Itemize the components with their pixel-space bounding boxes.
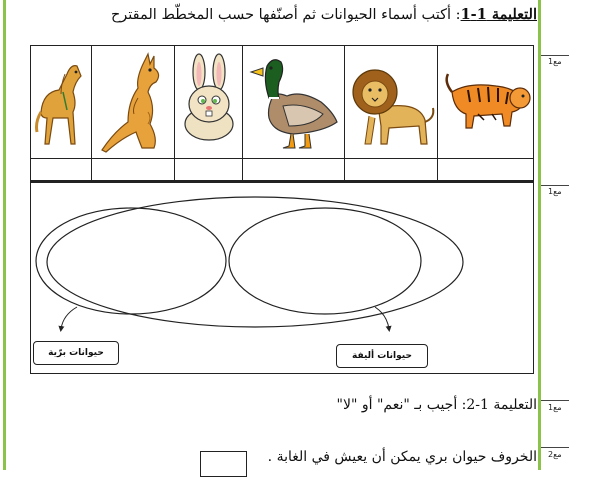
tiger-icon: [438, 52, 535, 156]
wild-arrow: [61, 307, 77, 329]
margin-rule-1: [541, 55, 569, 56]
question-1: الخروف حيوان بري يمكن أن يعيش في الغابة .: [267, 449, 537, 465]
horse-icon: [31, 52, 91, 156]
instruction-1: [111, 6, 537, 23]
instruction-1-text: : أكتب أسماء الحيوانات ثم أصنّفها حسب المخطّط المقترح: [110, 7, 461, 23]
domestic-arrow: [375, 307, 389, 329]
wild-animals-label: حيوانات برّية: [33, 341, 119, 365]
margin-mark-2: مع1: [548, 187, 562, 196]
margin-mark-1: مع1: [548, 57, 562, 66]
domestic-animals-ellipse: [229, 208, 421, 314]
kangaroo-icon: [92, 52, 175, 156]
animal-cell-rabbit: [174, 46, 242, 180]
margin-mark-4: مع2: [548, 450, 562, 459]
kangaroo-name-slot: [92, 158, 174, 159]
animal-cell-horse: [31, 46, 91, 180]
left-green-border: [3, 0, 6, 470]
animal-cell-tiger: [437, 46, 534, 180]
instruction-2: التعليمة 1-2: أجيب بـ "نعم" أو "لا": [336, 397, 537, 413]
classification-diagram: [30, 181, 534, 374]
animal-cell-kangaroo: [91, 46, 174, 180]
outer-ellipse: [47, 197, 463, 327]
animal-cell-duck: [242, 46, 344, 180]
lion-icon: [345, 52, 438, 156]
duck-icon: [243, 52, 345, 156]
answer-box-1[interactable]: [200, 451, 247, 477]
animal-picture-table: [30, 45, 534, 181]
horse-name-slot: [31, 158, 91, 159]
margin-rule-3: [541, 400, 569, 401]
wild-animals-ellipse: [36, 208, 226, 314]
lion-name-slot: [345, 158, 437, 159]
animal-cell-lion: [344, 46, 437, 180]
domestic-animals-label: حيوانات أليفة: [336, 344, 428, 368]
margin-rule-2: [541, 185, 569, 186]
rabbit-icon: [175, 52, 243, 156]
instruction-1-label: التعليمة 1-1: [460, 6, 537, 23]
margin-mark-3: مع1: [548, 403, 562, 412]
margin-rule-4: [541, 447, 569, 448]
rabbit-name-slot: [175, 158, 242, 159]
duck-name-slot: [243, 158, 344, 159]
tiger-name-slot: [438, 158, 534, 159]
